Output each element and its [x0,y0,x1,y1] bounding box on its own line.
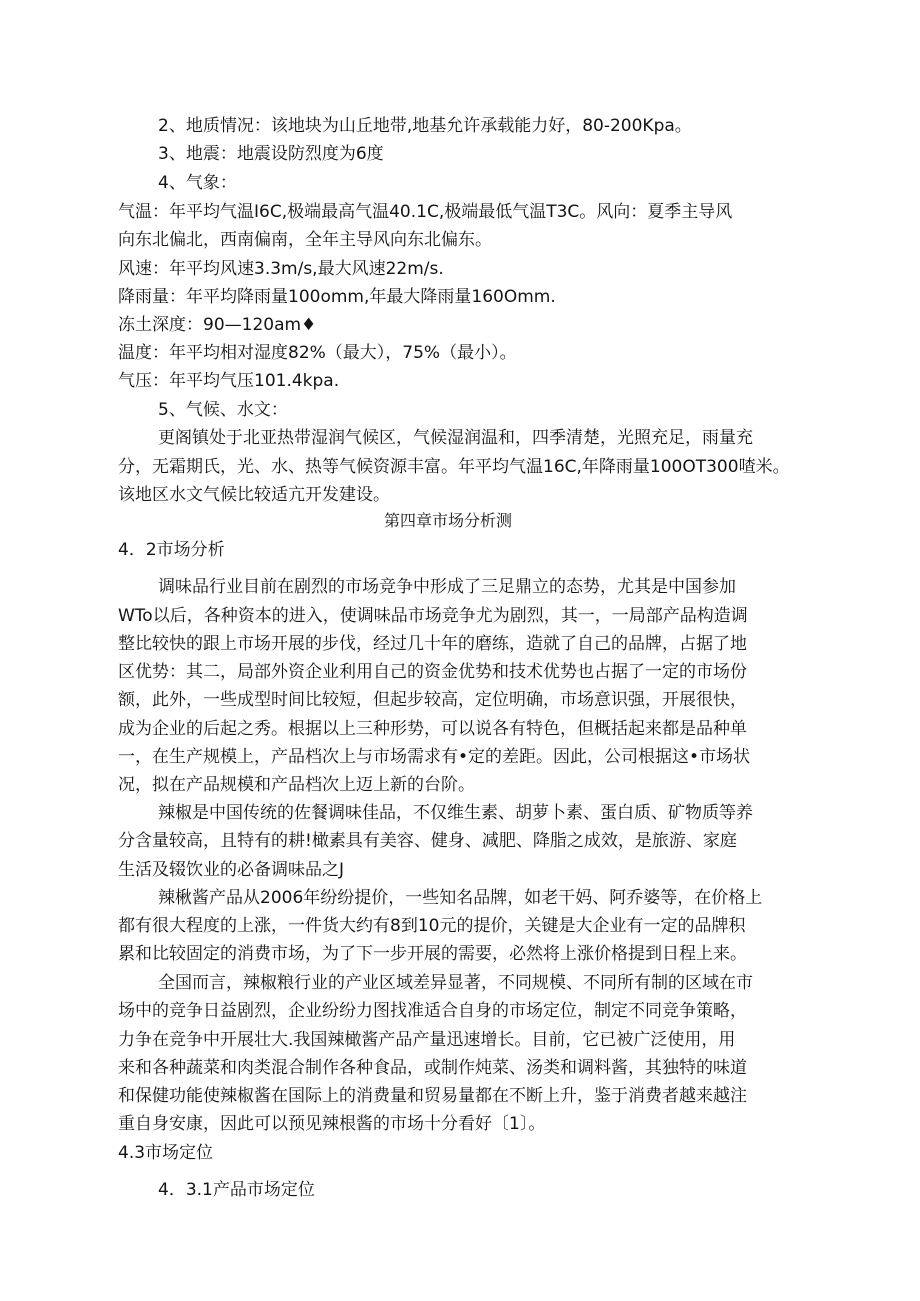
paragraph-line: 辣椒是中国传统的佐餐调味佳品，不仅维生素、胡萝卜素、蛋白质、矿物质等养 [158,803,753,823]
rain-line: 降雨量：年平均降雨量100omm,年最大降雨量160Omm. [118,287,556,307]
paragraph-line: 全国而言，辣椒粮行业的产业区域差异显著，不同规模、不同所有制的区域在市 [158,973,753,993]
climate-heading: 5、气候、水文： [158,400,288,420]
paragraph-line: 分含量较高，且特有的耕!橄素具有美容、健身、减肥、降脂之成效，是旅游、家庭 [118,831,737,851]
climate-paragraph-line: 分，无霜期氏，光、水、热等气候资源丰富。年平均气温16C,年降雨量100OT300喳米。 [118,457,790,477]
climate-paragraph-line: 更阁镇处于北亚热带湿润气候区，气候湿润温和，四季清楚，光照充足，雨量充 [158,428,753,448]
humidity-line: 温度：年平均相对湿度82%（最大），75%（最小）。 [118,343,517,363]
paragraph-line: 调味品行业目前在剧烈的市场竞争中形成了三足鼎立的态势，尤其是中国参加 [158,577,736,597]
wind-line: 风速：年平均风速3.3m∕s,最大风速22m∕s. [118,259,444,279]
paragraph-line: WTo以后，各种资本的进入，使调味品市场竞争尤为剧烈，其一，一局部产品构造调 [118,606,748,626]
paragraph-line: 来和各种蔬菜和肉类混合制作各种食品，或制作炖菜、汤类和调料酱，其独特的味道 [118,1058,747,1078]
geology-line: 2、地质情况：该地块为山丘地带,地基允许承载能力好，80-200Kpa。 [158,116,692,136]
paragraph-line: 都有很大程度的上涨，一件货大约有8到10元的提价，关键是大企业有一定的品牌积 [118,916,746,936]
chapter-title: 第四章市场分析测 [384,511,513,530]
paragraph-line: 整比较快的跟上市场开展的步伐，经过几十年的磨练，造就了自己的品牌，占据了地 [118,634,747,654]
section-heading-4-3-1: 4．3.1产品市场定位 [158,1180,315,1200]
paragraph-line: 累和比较固定的消费市场，为了下一步开展的需要，必然将上涨价格提到日程上来。 [118,944,747,964]
climate-paragraph-line: 该地区水文气候比较适亢开发建设。 [118,485,390,505]
paragraph-line: 区优势：其二，局部外资企业利用自己的资金优势和技术优势也占据了一定的市场份 [118,662,747,682]
paragraph-line: 辣楸酱产品从2006年纷纷提价，一些知名品牌，如老干妈、阿乔婆等，在价格上 [158,888,763,908]
temperature-line: 气温：年平均气温I6C,极端最高气温40.1C,极端最低气温T3C。风向：夏季主导风 [118,202,733,222]
pressure-line: 气压：年平均气压101.4kpa. [118,371,340,391]
temperature-line: 向东北偏北，西南偏南，全年主导风向东北偏东。 [118,230,492,250]
paragraph-line: 额，此外，一些成型时间比较短，但起步较高，定位明确，市场意识强，开展很快， [118,690,747,710]
weather-heading: 4、气象： [158,173,237,193]
paragraph-line: 生活及辍饮业的必备调味品之J [118,860,345,880]
section-heading-4-2: 4．2市场分析 [118,540,225,560]
paragraph-line: 一，在生产规模上，产品档次上与市场需求有•定的差距。因此，公司根据这•市场状 [118,747,751,767]
paragraph-line: 况，拟在产品规模和产品档次上迈上新的台阶。 [118,775,475,795]
frost-line: 冻土深度：90—120am♦ [118,315,317,335]
paragraph-line: 和保健功能使辣椒酱在国际上的消费量和贸易量都在不断上升，鉴于消费者越来越注 [118,1086,747,1106]
paragraph-line: 力争在竞争中开展壮大.我国辣橄酱产品产量迅速增长。目前，它已被广泛使用，用 [118,1030,736,1050]
earthquake-line: 3、地震：地震设防烈度为6度 [158,144,384,164]
paragraph-line: 重自身安康，因此可以预见辣根酱的市场十分看好〔1〕。 [118,1114,546,1134]
paragraph-line: 成为企业的后起之秀。根据以上三种形势，可以说各有特色，但概括起来都是品种单 [118,719,747,739]
section-heading-4-3: 4.3市场定位 [118,1143,214,1163]
paragraph-line: 场中的竞争日益剧烈，企业纷纷力图找准适合自身的市场定位，制定不同竞争策略， [118,1001,747,1021]
